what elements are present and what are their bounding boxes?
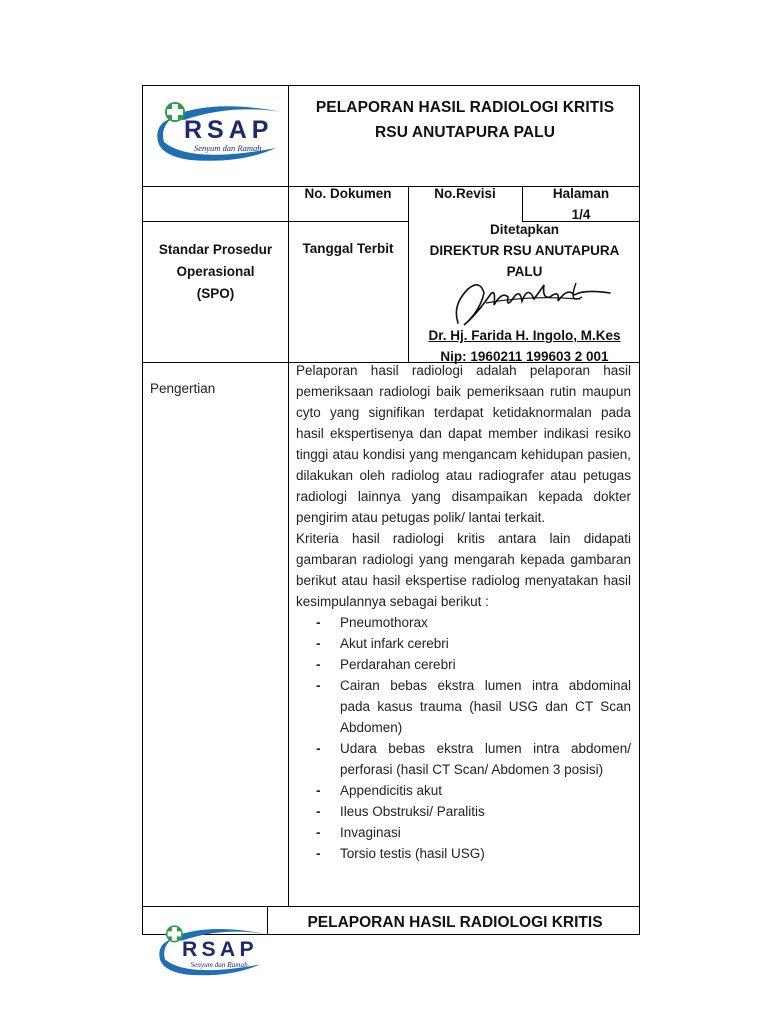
table-border-top [142, 85, 640, 86]
ditetapkan-label: Ditetapkan [489, 222, 560, 237]
direktur-line1: DIREKTUR RSU ANUTAPURA [429, 243, 620, 258]
rsap-logo-footer [150, 922, 270, 978]
approval-block [409, 219, 640, 282]
next-page-title: PELAPORAN HASIL RADIOLOGI KRITIS [307, 914, 603, 931]
logo-footer-text: RSAP [182, 937, 258, 961]
list-item: - Invaginasi [316, 825, 401, 840]
document-title-line1: PELAPORAN HASIL RADIOLOGI KRITIS [315, 99, 615, 116]
definition-paragraph: Pelaporan hasil radiologi adalah pelaporan hasil pemeriksaan radiologi baik pemeriksaan rutin maupun cyto yang signifikan terdapat ketidaknormalan pada hasil ekspertisenya dan dapat member indikasi resiko tinggi atau kondisi yang mengancam kehidupan pasien, dilakukan oleh radiolog atau radiografer atau petugas radiologi lainnya yang disampaikan kepada dokter pengirim atau petugas polik/ lantai terkait. [296, 363, 631, 525]
tanggal-terbit-label: Tanggal Terbit [302, 241, 394, 256]
spo-line2: Operasional [176, 264, 255, 279]
rsap-logo [150, 98, 284, 164]
section-label-pengertian: Pengertian [150, 381, 216, 396]
list-item: - Appendicitis akut [316, 783, 443, 798]
director-nip: Nip: 1960211 199603 2 001 [440, 349, 609, 364]
list-item: - Cairan bebas ekstra lumen intra abdominal pada kasus trauma (hasil USG dan CT Scan Abdomen) [316, 678, 631, 735]
halaman-value: 1/4 [571, 207, 591, 222]
director-name: Dr. Hj. Farida H. Ingolo, M.Kes [428, 328, 621, 343]
table-border-row2-left [142, 221, 408, 222]
table-border-col1 [288, 85, 289, 907]
spo-label [143, 239, 288, 305]
no-revisi-label: No.Revisi [434, 186, 496, 201]
section-body [296, 360, 631, 864]
logo-tagline: Senyum dan Ramah [194, 143, 262, 153]
direktur-line2: PALU [506, 264, 543, 279]
document-title-line2: RSU ANUTAPURA PALU [374, 124, 556, 141]
list-item: - Akut infark cerebri [316, 636, 449, 651]
criteria-paragraph: Kriteria hasil radiologi kritis antara lain didapati gambaran radiologi yang mengarah kepada gambaran berikut atau hasil ekspertise radiolog menyatakan hasil kesimpulannya sebagai berikut : [296, 531, 631, 609]
list-item: - Ileus Obstruksi/ Paralitis [316, 804, 485, 819]
footer-border-left [142, 906, 143, 934]
table-border-bottom [142, 906, 640, 907]
table-border-left [142, 85, 143, 907]
list-item: - Perdarahan cerebri [316, 657, 456, 672]
rsap-logo-footer-graphic [150, 922, 270, 978]
criteria-list [296, 612, 631, 864]
list-item: - Pneumothorax [316, 615, 428, 630]
list-item: - Udara bebas ekstra lumen intra abdomen/ perforasi (hasil CT Scan/ Abdomen 3 posisi) [316, 741, 631, 777]
spo-line1: Standar Prosedur [158, 242, 273, 257]
spo-line3: (SPO) [196, 286, 235, 301]
no-dokumen-label: No. Dokumen [304, 186, 392, 201]
halaman-label: Halaman [552, 186, 610, 201]
rsap-logo-graphic [150, 98, 284, 164]
logo-text: RSAP [184, 116, 274, 144]
logo-footer-tagline: Senyum dan Ramah [190, 960, 248, 969]
list-item: - Torsio testis (hasil USG) [316, 846, 485, 861]
